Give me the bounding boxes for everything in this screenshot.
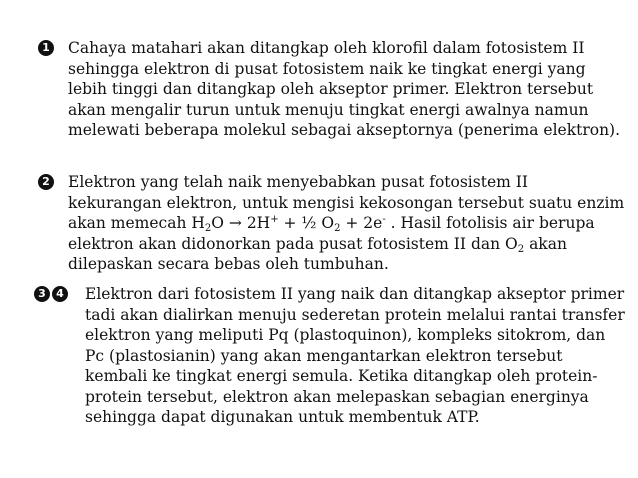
paragraph-2-text-end: akan dilepaskan secara bebas oleh tumbuhan. [68,234,567,273]
number-badge-4: 4 [52,286,68,302]
equation-sub-2: 2 [334,223,341,234]
equation-sub-1: 2 [204,223,212,234]
oxygen-o: O [505,234,518,253]
equation-sup-1: + [270,214,279,225]
equation-o-arrow: O → 2H [211,214,271,232]
equation-h: H [191,214,205,232]
number-badge-1: 1 [38,40,54,56]
equation-sup-2: - [382,214,386,225]
number-badge-2: 2 [38,174,54,190]
paragraph-2 [68,172,626,275]
paragraph-1: Cahaya matahari akan ditangkap oleh klorofil dalam fotosistem II sehingga elektron di pusat fotosistem naik ke tingkat energi yang lebih tinggi dan ditangkap oleh akseptor primer. Elektron tersebut akan mengalir turun untuk menuju tingkat energi awalnya namun melewati beberapa molekul sebagai akseptornya (penerima elektron). [68,39,621,139]
paragraph-2-text-before: Elektron yang telah naik menyebabkan pusat fotosistem II kekurangan elektron, untuk mengisi kekosongan tersebut suatu enzim akan memecah [68,173,625,232]
oxygen-sub: 2 [517,243,525,255]
equation-electron: + 2e [340,214,383,232]
paragraph-2-text-after: . Hasil fotolisis air berupa elektron akan didonorkan pada pusat fotosistem II dan [68,214,595,253]
number-badge-3: 3 [34,286,50,302]
equation-mid: + ½ O [278,214,335,232]
paragraph-3: Elektron dari fotosistem II yang naik dan ditangkap akseptor primer tadi akan dialirkan menuju sederetan protein melalui rantai transfer elektron yang meliputi Pq (plastoquinon), kompleks sitokrom, dan Pc (plastosianin) yang akan mengantarkan elektron tersebut kembali ke tingkat energi semula. Ketika ditangkap oleh protein-protein tersebut, elektron akan melepaskan sebagian energinya sehingga dapat digunakan untuk membentuk ATP. [85,285,625,426]
